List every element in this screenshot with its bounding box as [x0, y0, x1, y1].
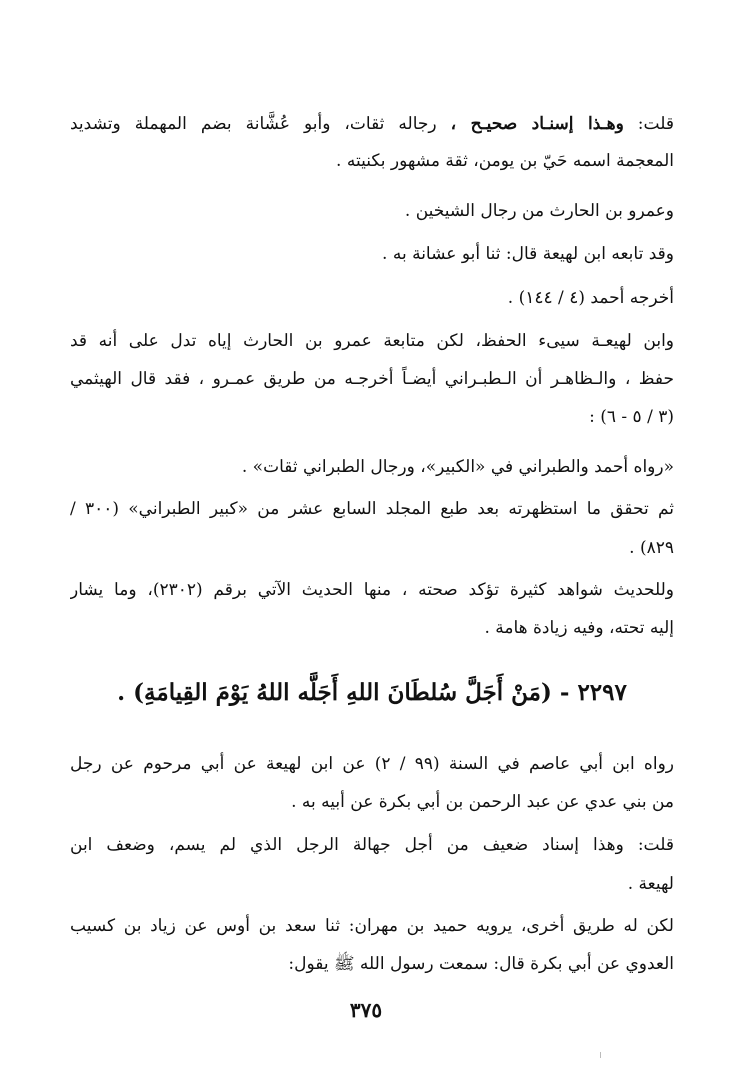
p3-line: وقد تابعه ابن لهيعة قال: ثنا أبو عشانة به . [382, 244, 674, 264]
page-number: ٣٧٥ [349, 998, 383, 1022]
p8-line1: وللحديث شواهد كثيرة تؤكد صحته ، منها الحديث الآتي برقم (٢٣٠٢)، وما يشار [70, 580, 674, 600]
p2-line: وعمرو بن الحارث من رجال الشيخين . [404, 201, 674, 221]
p5-line3: (٣ / ٥ - ٦) : [589, 407, 674, 427]
p1-bold-phrase: وهـذا إسنـاد صحيـح ، [450, 114, 624, 134]
p11-line1: لكن له طريق أخرى، يرويه حميد بن مهران: ثنا سعد بن أوس عن زياد بن كسيب [70, 916, 674, 936]
scan-mark [600, 1052, 601, 1058]
p9-line1: رواه ابن أبي عاصم في السنة (٩٩ / ٢) عن ابن لهيعة عن أبي مرحوم عن رجل [70, 754, 674, 774]
p4-line: أخرجه أحمد (٤ / ١٤٤) . [507, 288, 674, 308]
p1-rest: رجاله ثقات، وأبو عُشَّانة بضم المهملة وتشديد [70, 114, 451, 134]
p7-line1: ثم تحقق ما استظهرته بعد طبع المجلد السابع عشر من «كبير الطبراني» (٣٠٠ / [70, 499, 674, 519]
p10-line1: قلت: وهذا إسناد ضعيف من أجل جهالة الرجل الذي لم يسم، وضعف ابن [70, 835, 674, 855]
p1-line1 [70, 110, 674, 138]
p11-line2: العدوي عن أبي بكرة قال: سمعت رسول الله ﷺ يقول: [288, 954, 674, 974]
p6-line: «رواه أحمد والطبراني في «الكبير»، ورجال الطبراني ثقات» . [241, 457, 674, 477]
p10-line2: لهيعة . [627, 874, 674, 894]
hadith-heading: ٢٢٩٧ - (مَنْ أَجَلَّ سُلطَانَ اللهِ أَجَلَّه اللهُ يَوْمَ القِيامَةِ) . [117, 679, 627, 706]
p9-line2: من بني عدي عن عبد الرحمن بن أبي بكرة عن أبيه به . [291, 792, 674, 812]
p5-line2: حفظ ، والـظاهـر أن الـطبـراني أيضـاً أخرجـه من طريق عمـرو ، فقد قال الهيثمي [70, 369, 674, 389]
p5-line1: وابن لهيعـة سيىء الحفظ، لكن متابعة عمرو بن الحارث إياه تدل على أنه قد [70, 331, 674, 351]
p7-line2: ٨٢٩) . [629, 538, 674, 558]
p1-line2: المعجمة اسمه حَيّ بن يومن، ثقة مشهور بكنيته . [336, 151, 674, 171]
p1-prefix: قلت: [623, 114, 674, 134]
p8-line2: إليه تحته، وفيه زيادة هامة . [484, 618, 674, 638]
